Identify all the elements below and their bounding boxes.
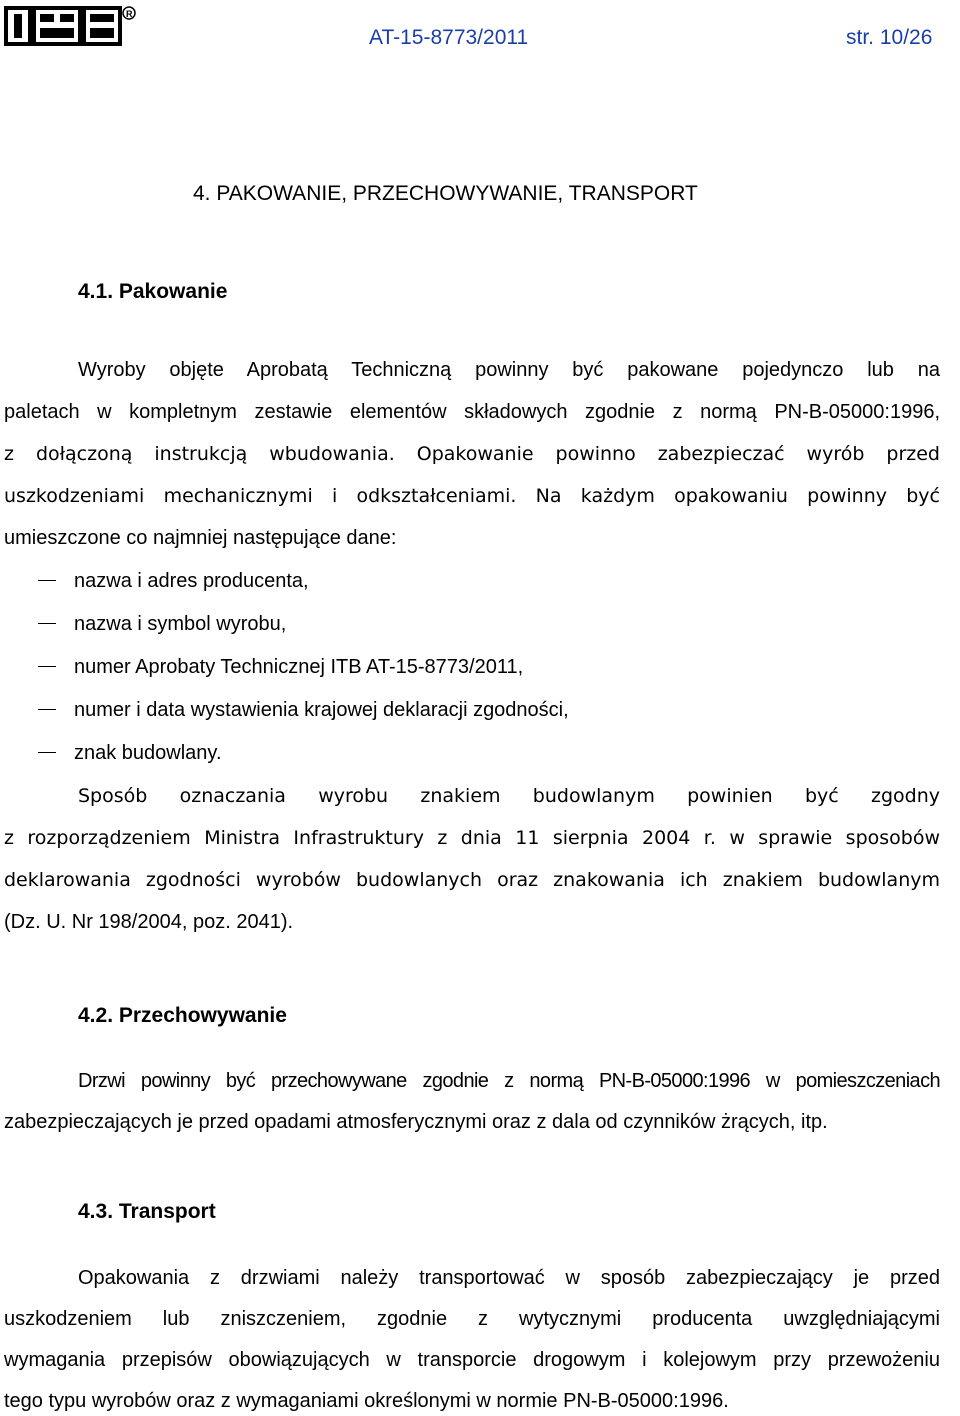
list-item: numer i data wystawienia krajowej deklaracji zgodności, [38, 698, 738, 722]
paragraph-line: z rozporządzeniem Ministra Infrastruktury z dnia 11 sierpnia 2004 r. w sprawie sposobów [4, 827, 940, 849]
list-item: znak budowlany. [38, 741, 738, 765]
paragraph-line: uszkodzeniem lub zniszczeniem, zgodnie z wytycznymi producenta uwzględniającymi [4, 1308, 940, 1330]
paragraph-line: wymagania przepisów obowiązujących w transporcie drogowym i kolejowym przy przewożeniu [4, 1349, 940, 1371]
page-number: str. 10/26 [846, 26, 933, 49]
paragraph-line: Drzwi powinny być przechowywane zgodnie z normą PN-B-05000:1996 w pomieszczeniach [78, 1070, 940, 1092]
section-4-1-title: 4.1. Pakowanie [78, 280, 228, 303]
paragraph-line: Opakowania z drzwiami należy transportować w sposób zabezpieczający je przed [78, 1267, 940, 1289]
paragraph-line: (Dz. U. Nr 198/2004, poz. 2041). [4, 911, 294, 933]
dash-bullet-icon [38, 709, 56, 710]
paragraph-line: paletach w kompletnym zestawie elementów składowych zgodnie z normą PN-B-05000:1996, [4, 401, 940, 423]
dash-bullet-icon [38, 752, 56, 753]
svg-text:R: R [126, 9, 133, 19]
list-item: numer Aprobaty Technicznej ITB AT-15-8773/2011, [38, 655, 738, 679]
paragraph-line: uszkodzeniami mechanicznymi i odkształceniami. Na każdym opakowaniu powinny być [4, 485, 940, 507]
section-4-2-title: 4.2. Przechowywanie [78, 1004, 287, 1027]
dash-bullet-icon [38, 666, 56, 667]
section-4-3-title: 4.3. Transport [78, 1200, 216, 1223]
paragraph-line: Sposób oznaczania wyrobu znakiem budowlanym powinien być zgodny [78, 785, 940, 807]
paragraph-line: umieszczone co najmniej następujące dane: [4, 527, 397, 549]
paragraph-line: tego typu wyrobów oraz z wymaganiami określonymi w normie PN-B-05000:1996. [4, 1390, 729, 1412]
paragraph-line: deklarowania zgodności wyrobów budowlanych oraz znakowania ich znakiem budowlanym [4, 869, 940, 891]
paragraph-line: Wyroby objęte Aprobatą Techniczną powinny być pakowane pojedynczo lub na [78, 359, 940, 381]
paragraph-line: zabezpieczających je przed opadami atmosferycznymi oraz z dala od czynników żrących, itp. [4, 1111, 828, 1133]
paragraph-line: z dołączoną instrukcją wbudowania. Opakowanie powinno zabezpieczać wyrób przed [4, 443, 940, 465]
dash-bullet-icon [38, 580, 56, 581]
section-4-title: 4. PAKOWANIE, PRZECHOWYWANIE, TRANSPORT [193, 182, 698, 205]
itb-logo [4, 4, 136, 48]
document-id: AT-15-8773/2011 [369, 26, 529, 49]
dash-bullet-icon [38, 623, 56, 624]
list-item: nazwa i adres producenta, [38, 569, 738, 593]
list-item: nazwa i symbol wyrobu, [38, 612, 738, 636]
